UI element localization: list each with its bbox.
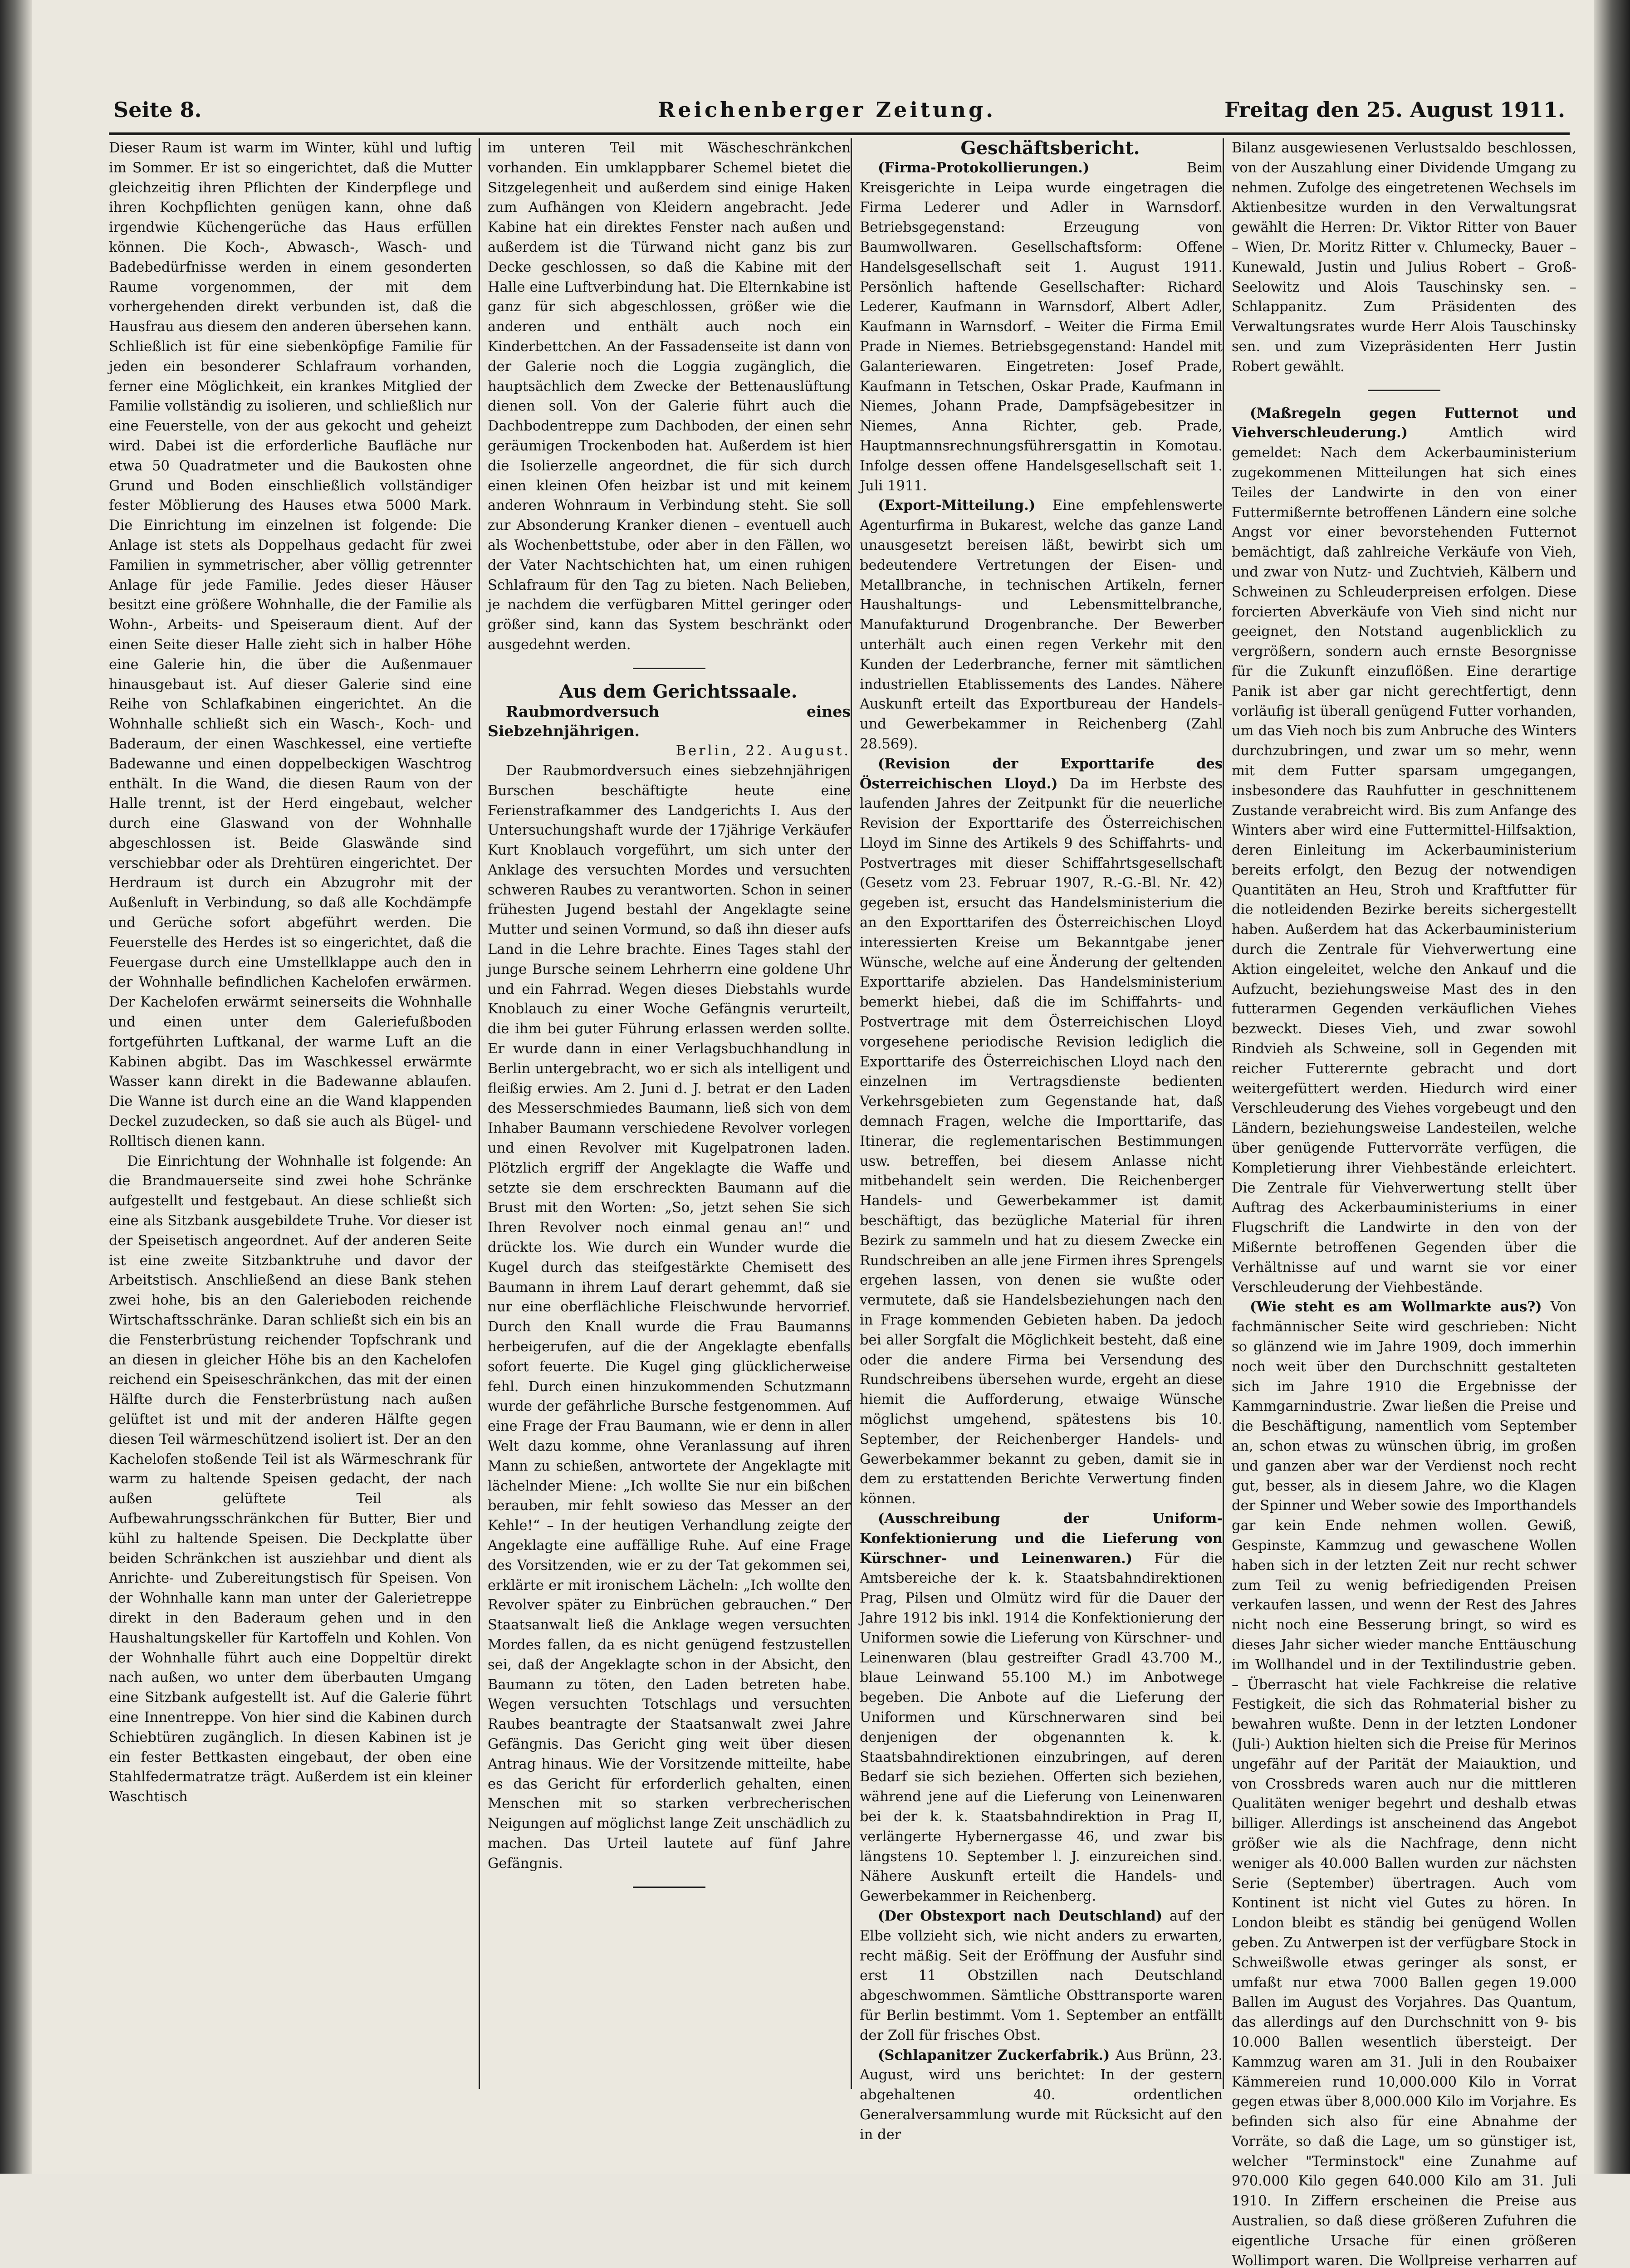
article-text: Aus Brünn, 23. August, wird uns berichtet: In der gestern abgehaltenen 40. ordentlichen Generalversammlung wurde mit Rücksicht auf den in der [860, 2047, 1223, 2143]
article-head: (Revision der Exporttarife des Österreichischen Lloyd.) [860, 755, 1223, 792]
section-title: Geschäftsbericht. [960, 137, 1140, 159]
article-text: Eine empfehlenswerte Agenturfirma in Bukarest, welche das ganze Land unausgesetzt bereisen läßt, bewirbt sich um bedeutendere Vertretungen der Eisen- und Metallbranche, in technischen Artikeln, ferner Haushaltungs- und Lebensmittelbranche, Manufakturund Drogenbranche. Der Bewerber unterhält auch einen regen Verkehr mit den Kunden der Lederbranche, ferner mit sämtlichen industriellen Etablissements des Landes. Nähere Auskunft erteilt das Exportbureau der Handels- und Gewerbekammer in Reichenberg (Zahl 28.569). [860, 498, 1223, 752]
paragraph: im unteren Teil mit Wäscheschränkchen vorhanden. Ein umklappbarer Schemel bietet die Sitzgelegenheit und außerdem sind einige Haken zum Aufhängen von Kleidern angebracht. Jede Kabine hat ein direktes Fenster nach außen und außerdem ist die Türwand nicht ganz bis zur Decke geschlossen, so daß die Kabine mit der Halle eine Luftverbindung hat. Die Elternkabine ist ganz für sich abgeschlossen, größer wie die anderen und enthält auch noch ein Kinderbettchen. An der Fassadenseite ist dann von der Galerie noch die Loggia zugänglich, die hauptsächlich dem Zwecke der Bettenauslüftung dienen soll. Von der Galerie führt auch die Dachbodentreppe zum Dachboden, der einen sehr geräumigen Trockenboden hat. Außerdem ist hier die Isolierzelle angeordnet, die für sich durch einen kleinen Ofen heizbar ist und mit keinem anderen Wohnraum in Verbindung steht. Sie soll zur Absonderung Kranker dienen – eventuell auch als Wochenbettstube, oder aber in den Fällen, wo der Vater Nachtschichten hat, um einen ruhigen Schlafraum für den Tag zu bieten. Nach Belieben, je nachdem die verfügbaren Mittel geringer oder größer sind, kann das System beschränkt oder ausgedehnt werden. [488, 140, 851, 653]
article [860, 158, 1223, 496]
article-head: (Der Obstexport nach Deutschland) [878, 1907, 1163, 1924]
article-text: Für die Amtsbereiche der k. k. Staatsbahndirektionen Prag, Pilsen und Olmütz wird für die Dauer der Jahre 1912 bis inkl. 1914 die Konfektionierung der Uniformen sowie die Lieferung von Kürschner- und Leinenwaren (blau gestreifter Gradl 43.700 M., blaue Leinwand 55.100 M.) im Anbotwege begeben. Die Anbote auf die Lieferung der Uniformen und Kürschnerwaren sind bei denjenigen der obgenannten k. k. Staatsbahndirektionen einzubringen, auf deren Bedarf sie sich beziehen. Offerten sich beziehen, während jene auf die Lieferung von Leinenwaren bei der k. k. Staatsbahndirektion in Prag II, verlängerte Hybernergasse 46, und zwar bis längstens 10. September l. J. einzureichen sind. Nähere Auskunft erteilt die Handels- und Gewerbekammer in Reichenberg. [860, 1550, 1223, 1905]
article [1232, 138, 1576, 377]
column-2 [488, 138, 851, 2102]
column-1 [109, 138, 472, 2102]
scan-edge-left [0, 0, 32, 2174]
article [1232, 404, 1576, 1298]
column-divider [479, 138, 480, 2089]
article-title: Raubmordversuch eines Siebzehnjährigen. [488, 702, 851, 740]
article [860, 1906, 1223, 2046]
article [860, 2046, 1223, 2145]
column-3 [860, 137, 1223, 2143]
scan-edge-right [1594, 0, 1630, 2174]
paragraph: Dieser Raum ist warm im Winter, kühl und luftig im Sommer. Er ist so eingerichtet, daß die Mutter gleichzeitig ihren Pflichten der Kinderpflege und ihren Kochpflichten genügen kann, ohne daß irgendwie Küchengerüche das Haus erfüllen können. Die Koch-, Abwasch-, Wasch- und Badebedürfnisse werden in einem gesonderten Raume vorgenommen, der mit dem vorhergehenden direkt verbunden ist, daß die Hausfrau aus diesem den anderen übersehen kann. Schließlich ist für eine siebenköpfige Familie für jeden ein besonderer Schlafraum vorhanden, ferner eine Möglichkeit, ein krankes Mitglied der Familie vollständig zu isolieren, und schließlich nur eine Feuerstelle, von der aus gekocht und geheizt wird. Dabei ist die erforderliche Baufläche nur etwa 50 Quadratmeter und die Baukosten ohne Grund und Boden einschließlich vollständiger fester Möblierung des Hauses etwa 5000 Mark. Die Einrichtung im einzelnen ist folgende: Die Anlage ist stets als Doppelhaus gedacht für zwei Familien in symmetrischer, aber völlig getrennter Anlage für jede Familie. Jedes dieser Häuser besitzt eine größere Wohnhalle, die der Familie als Wohn-, Arbeits- und Speiseraum dient. Auf der einen Seite dieser Halle zieht sich in halber Höhe eine Galerie hin, die über die Außenmauer hinausgebaut ist. Auf dieser Galerie sind eine Reihe von Schlafkabinen eingerichtet. An die Wohnhalle schließt sich ein Wasch-, Koch- und Baderaum, der einen Waschkessel, eine vertiefte Badewanne und einen doppelbeckigen Waschtrog enthält. In die Wand, die diesen Raum von der Halle trennt, ist der Herd eingebaut, welcher durch eine Glaswand von der Wohnhalle abgeschlossen ist. Beide Glaswände sind verschiebbar oder als Drehtüren eingerichtet. Der Herdraum ist durch ein Abzugrohr mit der Außenluft in Verbindung, so daß alle Kochdämpfe und Gerüche sofort abgeführt werden. Die Feuerstelle des Herdes ist so eingerichtet, daß die Feuergase durch eine Umstellklappe auch den in der Wohnhalle befindlichen Kachelofen erwärmen. Der Kachelofen erwärmt seinerseits die Wohnhalle und einen unter dem Galeriefußboden fortgeführten Luftkanal, der warme Luft an die Kabinen abgibt. Das im Waschkessel erwärmte Wasser kann direkt in die Badewanne ablaufen. Die Wanne ist durch eine an die Wand klappenden Deckel zuzudecken, so daß sie auch als Bügel- und Rolltisch dienen kann. [109, 140, 472, 1149]
column-divider [1223, 138, 1224, 2089]
article-text: Beim Kreisgerichte in Leipa wurde eingetragen die Firma Lederer und Adler in Warnsdorf. Betriebsgegenstand: Erzeugung von Baumwollwaren. Gesellschaftsform: Offene Handelsgesellschaft seit 1. August 1911. Persönlich haftende Gesellschafter: Richard Lederer, Kaufmann in Warnsdorf, Albert Adler, Kaufmann in Warnsdorf. – Weiter die Firma Emil Prade in Niemes. Betriebsgegenstand: Handel mit Galanteriewaren. Eingetreten: Josef Prade, Kaufmann in Tetschen, Oskar Prade, Kaufmann in Niemes, Johann Prade, Dampfsägebesitzer in Niemes, Anna Richter, geb. Prade, Hauptmannsrechnungsführersgattin in Komotau. Infolge dessen offene Handelsgesellschaft seit 1. Juli 1911. [860, 160, 1223, 494]
page-number: Seite 8. [113, 98, 202, 122]
article-text: Bilanz ausgewiesenen Verlustsaldo beschlossen, von der Auszahlung einer Dividende Umgang zu nehmen. Zufolge des eingetretenen Wechsels im Aktienbesitze wurden in den Verwaltungsrat gewählt die Herren: Dr. Viktor Ritter von Bauer – Wien, Dr. Moritz Ritter v. Chlumecky, Bauer – Kunewald, Justin und Julius Robert – Groß-Seelowitz und Alois Tauschinsky sen. – Schlappanitz. Zum Präsidenten des Verwaltungsrates wurde Herr Alois Tauschinsky sen. und zum Vizepräsidenten Herr Justin Robert gewählt. [1232, 140, 1576, 375]
article-head: (Maßregeln gegen Futternot und Viehverschleuderung.) [1232, 405, 1576, 441]
article [1232, 1297, 1576, 2268]
paragraph: Die Einrichtung der Wohnhalle ist folgende: An die Brandmauerseite sind zwei hohe Schränke aufgestellt und festgebaut. An diese schließt sich eine als Sitzbank ausgebildete Truhe. Vor dieser ist der Speisetisch angeordnet. Auf der anderen Seite ist eine zweite Sitzbanktruhe und davor der Arbeitstisch. Anschließend an diese Bank stehen zwei hohe, bis an den Galerieboden reichende Wirtschaftsschränke. Daran schließt sich ein bis an die Fensterbrüstung reichender Topfschrank und an diesen in gleicher Höhe bis an den Kachelofen reichend ein Speiseschränkchen, das mit der einen Hälfte durch die Fensterbrüstung nach außen gelüftet ist und mit der anderen Hälfte gegen diesen Teil wärmeschützend isoliert ist. Der an den Kachelofen stoßende Teil ist als Wärmeschrank für warm zu haltende Speisen gedacht, der nach außen gelüftete Teil als Aufbewahrungsschränkchen für Butter, Bier und kühl zu haltende Speisen. Die Deckplatte über beiden Schränkchen ist ausziehbar und dient als Anrichte- und Zubereitungstisch für Speisen. Von der Wohnhalle kann man unter der Galerietreppe direkt in den Baderaum gehen und in den Haushaltungskeller für Kartoffeln und Kohlen. Von der Wohnhalle führt auch eine Doppeltür direkt nach außen, wo unter dem überbauten Umgang eine Sitzbank aufgestellt ist. Auf die Galerie führt eine Innentreppe. Von hier sind die Kabinen durch Schiebtüren zugänglich. In diesen Kabinen ist je ein fester Bettkasten eingebaut, der oben eine Stahlfedermatratze trägt. Außerdem ist ein kleiner Waschtisch [109, 1153, 472, 1805]
article [860, 1509, 1223, 1906]
article-head: (Ausschreibung der Uniform-Konfektionierung und die Lieferung von Kürschner- und Leinenwaren.) [860, 1510, 1223, 1567]
header-rule [109, 132, 1570, 135]
article [860, 496, 1223, 754]
article-head: (Firma-Protokollierungen.) [878, 159, 1090, 176]
article-text: Von fachmännischer Seite wird geschrieben: Nicht so glänzend wie im Jahre 1909, doch immerhin noch weit über den Durchschnitt gestalteten sich im Jahre 1910 die Ergebnisse der Kammgarnindustrie. Zwar ließen die Preise und die Beschäftigung, namentlich vom September an, schon etwas zu wünschen übrig, im großen und ganzen aber war der Verdienst noch recht gut, besser, als in diesem Jahre, wo die Klagen der Spinner und Weber sowie des Importhandels gar kein Ende nehmen wollen. Gewiß, Gespinste, Kammzug und gewaschene Wollen haben sich in der letzten Zeit nur recht schwer zum Teil zu wenig befriedigenden Preisen verkaufen lassen, und wenn der Rest des Jahres nicht noch eine Besserung bringt, so wird es dieses Jahr sicher wieder manche Enttäuschung im Wollhandel und in der Textilindustrie geben. – Überrascht hat viele Fachkreise die relative Festigkeit, die sich das Rohmaterial bisher zu bewahren wußte. Denn in der letzten Londoner (Juli-) Auktion hielten sich die Preise für Merinos ungefähr auf der Parität der Maiauktion, und von Crossbreds waren auch nur die mittleren Qualitäten weniger begehrt und deshalb etwas billiger. Allerdings ist anscheinend das Angebot größer wie als die Nachfrage, denn nicht weniger als 40.000 Ballen wurden zur nächsten Serie (September) übertragen. Auch vom Kontinent ist nicht viel Gutes zu hören. In London bleibt es ständig bei genügend Wollen geben. Zu Antwerpen ist der verfügbare Stock in Schweißwolle etwas geringer als sonst, er umfaßt nur etwa 7000 Ballen gegen 19.000 Ballen im August des Vorjahres. Das Quantum, das allerdings auf den Durchschnitt von 9- bis 10.000 Ballen wesentlich übersteigt. Der Kammzug waren am 31. Juli in den Roubaixer Kämmereien rund 10,000.000 Kilo in Vorrat gegen etwas über 8,000.000 Kilo im Vorjahre. Es befinden sich also für eine Abnahme der Vorräte, so daß die Lage, um so günstiger ist, welcher "Terminstock" eine Zunahme auf 970.000 Kilo gegen 640.000 Kilo am 31. Juli 1910. In Ziffern erscheinen die Preise aus Australien, so daß diese größeren Zufuhren die eigentliche Ursache für einen größeren Wollimport waren. Die Wollpreise verharren auf [1232, 1299, 1577, 2268]
paragraph: Der Raubmordversuch eines siebzehnjährigen Burschen beschäftigte heute eine Ferienstrafkammer des Landgerichts I. Aus der Untersuchungshaft wurde der 17jährige Verkäufer Kurt Knoblauch vorgeführt, um sich unter der Anklage des versuchten Mordes und versuchten schweren Raubes zu verantworten. Schon in seiner frühesten Jugend bestahl der Angeklagte seine Mutter und seinen Vormund, so daß ihn dieser aufs Land in die Lehre brachte. Eines Tages stahl der junge Bursche seinem Lehrherrn eine goldene Uhr und ein Fahrrad. Wegen dieses Diebstahls wurde Knoblauch zu einer Woche Gefängnis verurteilt, die ihm bei guter Führung erlassen werden sollte. Er wurde dann in einer Verlagsbuchhandlung in Berlin untergebracht, wo er sich als intelligent und fleißig erwies. Am 2. Juni d. J. betrat er den Laden des Messerschmiedes Baumann, ließ sich von dem Inhaber Baumann verschiedene Revolver vorlegen und einen Revolver mit Kugelpatronen laden. Plötzlich ergriff der Angeklagte die Waffe und setzte sie dem erschreckten Baumann auf die Brust mit den Worten: „So, jetzt sehen Sie sich Ihren Revolver noch einmal genau an!“ und drückte los. Wie durch ein Wunder wurde die Kugel durch das steifgestärkte Chemisett des Baumann in ihrem Lauf derart gehemmt, daß sie nur eine oberflächliche Fleischwunde hervorrief. Durch den Knall wurde die Frau Baumanns herbeigerufen, auf die der Angeklagte ebenfalls sofort feuerte. Die Kugel ging glücklicherweise fehl. Durch einen hinzukommenden Schutzmann wurde der gefährliche Bursche festgenommen. Auf eine Frage der Frau Baumann, wie er denn in aller Welt dazu komme, ohne Veranlassung auf ihren Mann zu schießen, antwortete der Angeklagte mit lächelnder Miene: „Ich wollte Sie nur ein bißchen berauben, mir fehlt sowieso das Messer an der Kehle!“ – In der heutigen Verhandlung zeigte der Angeklagte eine auffällige Ruhe. Auf eine Frage des Vorsitzenden, wie er zu der Tat gekommen sei, erklärte er mit ironischem Lächeln: „Ich wollte den Revolver später zu Einbrüchen gebrauchen.“ Der Staatsanwalt ließ die Anklage wegen versuchten Mordes fallen, da es nicht genügend festzustellen sei, daß der Angeklagte schon in der Absicht, den Baumann zu töten, den Laden betreten habe. Wegen versuchten Totschlags und versuchten Raubes beantragte der Staatsanwalt zwei Jahre Gefängnis. Das Gericht ging weit über diesen Antrag hinaus. Wie der Vorsitzende mitteilte, habe es das Gericht für erforderlich gehalten, einen Menschen mit so starken verbrecherischen Neigungen auf möglichst lange Zeit unschädlich zu machen. Das Urteil lautete auf fünf Jahre Gefängnis. [488, 763, 851, 1872]
section-separator [633, 668, 705, 669]
article-text: Amtlich wird gemeldet: Nach dem Ackerbauministerium zugekommenen Mitteilungen hat sich eines Teiles der Landwirte in den von einer Futtermißernte betroffenen Ländern eine solche Angst vor einer bevorstehenden Futternot bemächtigt, daß zahlreiche Verkäufe von Vieh, und zwar von Nutz- und Zuchtvieh, Kälbern und Schweinen zu Schleuderpreisen erfolgen. Diese forcierten Abverkäufe von Vieh sind nicht nur geeignet, den Notstand augenblicklich zu vergrößern, sondern auch ernste Besorgnisse für die Zukunft einzuflößen. Eine derartige Panik ist aber gar nicht gerechtfertigt, denn vorläufig ist überall genügend Futter vorhanden, um das Vieh noch bis zum Anbruche des Winters durchzubringen, und zwar um so mehr, wenn mit dem Futter sparsam umgegangen, insbesondere das Rauhfutter in geschnittenem Zustande verabreicht wird. Bis zum Anfange des Winters aber wird eine Futtermittel-Hilfsaktion, deren Einleitung im Ackerbauministerium bereits erfolgt, den Bezug der notwendigen Quantitäten an Heu, Stroh und Kraftfutter für die notleidenden Bezirke bereits sichergestellt haben. Außerdem hat das Ackerbauministerium durch die Zentrale für Viehverwertung eine Aktion eingeleitet, welche den Ankauf und die Aufzucht, beziehungsweise Mast des in den futterarmen Gegenden verkäuflichen Viehes bezweckt. Dieses Vieh, und zwar sowohl Rindvieh als Schweine, soll in Gegenden mit reicher Futterernte gebracht und dort weitergefüttert werden. Hiedurch wird einer Verschleuderung des Viehes vorgebeugt und den Ländern, beziehungsweise Landesteilen, welche über genügende Futtervorräte verfügen, die Kompletierung ihrer Viehbestände erleichtert. Die Zentrale für Viehverwertung stellt über Auftrag des Ackerbauministeriums in einer Flugschrift die Landwirte in den von der Mißernte betroffenen Gegenden über die Verhältnisse auf und warnt sie vor einer Verschleuderung der Viehbestände. [1232, 425, 1576, 1295]
article-head: (Schlapanitzer Zuckerfabrik.) [878, 2047, 1110, 2063]
article-head: (Wie steht es am Wollmarkte aus?) [1250, 1299, 1542, 1315]
dateline: Berlin, 22. August. [675, 743, 851, 759]
article-text: auf der Elbe vollzieht sich, wie nicht anders zu erwarten, recht mäßig. Seit der Eröffnung der Ausfuhr sind erst 11 Obstzillen nach Deutschland abgeschwommen. Sämtliche Obsttransporte waren für Berlin bestimmt. Vom 1. September an entfällt der Zoll für frisches Obst. [860, 1908, 1223, 2043]
column-divider [851, 138, 852, 2089]
newspaper-title: Reichenberger Zeitung. [658, 98, 996, 122]
article-head: (Export-Mitteilung.) [878, 497, 1036, 514]
article-text: Da im Herbste des laufenden Jahres der Zeitpunkt für die neuerliche Revision der Exporttarife des Österreichischen Lloyd im Sinne des Artikels 9 des Schiffahrts- und Postvertrages mit dieser Schiffahrtsgesellschaft (Gesetz vom 23. Februar 1907, R.-G.-Bl. Nr. 42) gegeben ist, ersucht das Handelsministerium die an den Exporttarifen des Österreichischen Lloyd interessierten Kreise um Bekanntgabe jener Wünsche, welche auf eine Änderung der geltenden Exporttarife abzielen. Das Handelsministerium bemerkt hiebei, daß die im Schiffahrts- und Postvertrage mit dem Österreichischen Lloyd vorgesehene periodische Revision lediglich die Exporttarife des Österreichischen Lloyd nach den einzelnen im Vertragsdienste bedienten Verkehrsgebieten zum Gegenstande hat, daß demnach Fragen, welche die Importtarife, das Itinerar, die reglementarischen Bestimmungen usw. betreffen, bei diesem Anlasse nicht mitbehandelt sein werden. Die Reichenberger Handels- und Gewerbekammer ist damit beschäftigt, das bezügliche Material für ihren Bezirk zu sammeln und hat zu diesem Zwecke ein Rundschreiben an alle jene Firmen ihres Sprengels ergehen lassen, von denen sie wußte oder vermutete, daß sie Handelsbeziehungen nach den in Frage kommenden Gebieten haben. Da jedoch bei aller Sorgfalt die Möglichkeit besteht, daß eine oder die andere Firma bei Versendung des Rundschreibens übersehen wurde, ergeht an diese hiemit die Aufforderung, etwaige Wünsche möglichst umgehend, spätestens bis 10. September, der Reichenberger Handels- und Gewerbekammer bekannt zu geben, damit sie in dem zu erstattenden Berichte Verwertung finden können. [860, 776, 1223, 1507]
article [860, 754, 1223, 1509]
section-title: Aus dem Gerichtssaale. [559, 680, 798, 702]
section-separator [1368, 390, 1440, 391]
section-separator [633, 1887, 705, 1888]
column-4 [1232, 138, 1577, 2268]
issue-date: Freitag den 25. August 1911. [1224, 98, 1565, 122]
